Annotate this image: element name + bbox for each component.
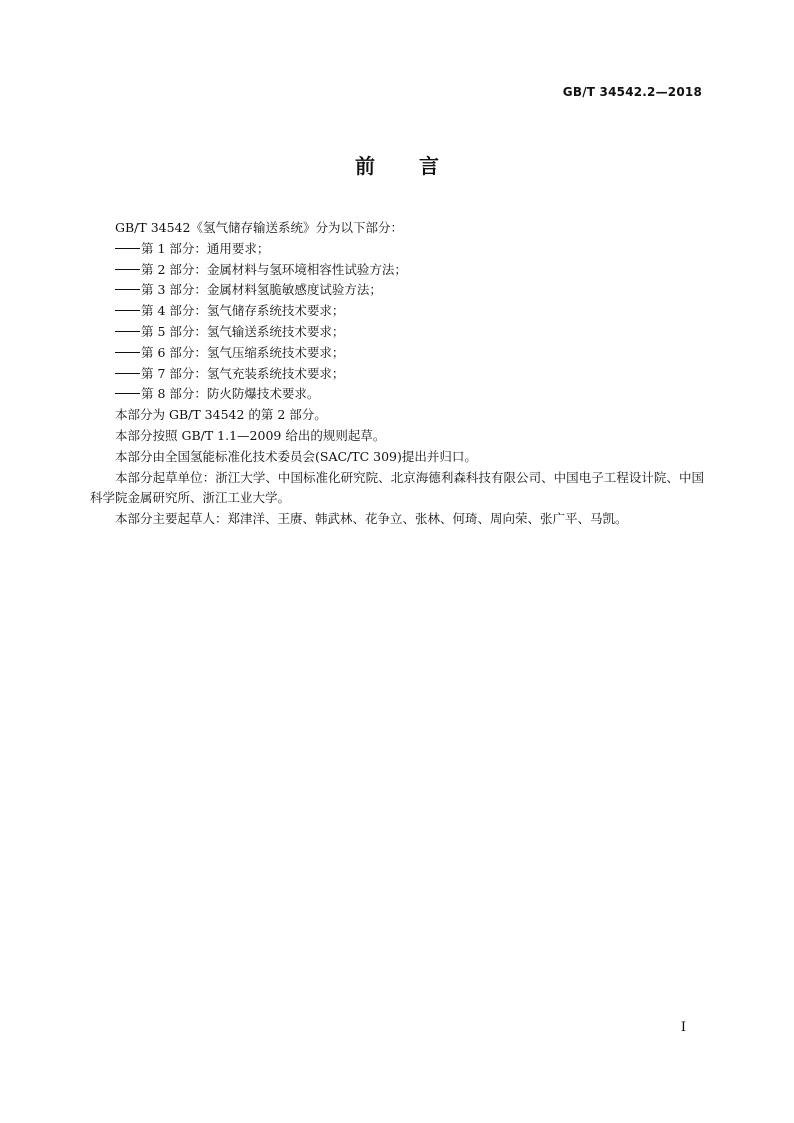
list-item <box>90 301 704 322</box>
part-statement: 本部分为 GB/T 34542 的第 2 部分。 <box>115 407 327 423</box>
list-item <box>90 280 704 301</box>
list-item <box>90 343 704 364</box>
proposer-statement: 本部分由全国氢能标准化技术委员会(SAC/TC 309)提出并归口。 <box>115 448 477 464</box>
dash-icon <box>115 289 140 290</box>
document-id: GB/T 34542.2—2018 <box>562 85 702 99</box>
list-item-text: 第 5 部分：氢气输送系统技术要求； <box>141 323 345 339</box>
list-item-text: 第 6 部分：氢气压缩系统技术要求； <box>141 344 345 360</box>
list-item-text: 第 7 部分：氢气充装系统技术要求； <box>141 365 345 381</box>
dash-icon <box>115 352 140 353</box>
list-item-text: 第 8 部分：防火防爆技术要求。 <box>141 386 320 402</box>
list-item-text: 第 2 部分：金属材料与氢环境相容性试验方法； <box>141 261 407 277</box>
list-item <box>90 322 704 343</box>
dash-icon <box>115 331 140 332</box>
list-item-text: 第 3 部分：金属材料氢脆敏感度试验方法； <box>141 282 382 298</box>
list-item-text: 第 1 部分：通用要求； <box>141 240 270 256</box>
foreword-body <box>90 218 704 530</box>
dash-icon <box>115 310 140 311</box>
drafting-rules: 本部分按照 GB/T 1.1—2009 给出的规则起草。 <box>115 427 386 443</box>
list-item <box>90 260 704 281</box>
list-item-text: 第 4 部分：氢气储存系统技术要求； <box>141 303 345 319</box>
list-item <box>90 384 704 405</box>
list-item <box>90 364 704 385</box>
dash-icon <box>115 248 140 249</box>
dash-icon <box>115 393 140 394</box>
page-number: I <box>680 1020 686 1035</box>
page-title: 前言 <box>355 154 483 178</box>
drafting-units: 本部分起草单位：浙江大学、中国标准化研究院、北京海德利森科技有限公司、中国电子工程设计院、中国科学院金属研究所、浙江工业大学。 <box>90 469 704 506</box>
dash-icon <box>115 269 140 270</box>
list-item <box>90 239 704 260</box>
main-drafters: 本部分主要起草人：郑津洋、王赓、韩武林、花争立、张林、何琦、周向荣、张广平、马凯。 <box>115 511 628 527</box>
intro-paragraph: GB/T 34542《氢气储存输送系统》分为以下部分： <box>115 220 403 235</box>
dash-icon <box>115 373 140 374</box>
